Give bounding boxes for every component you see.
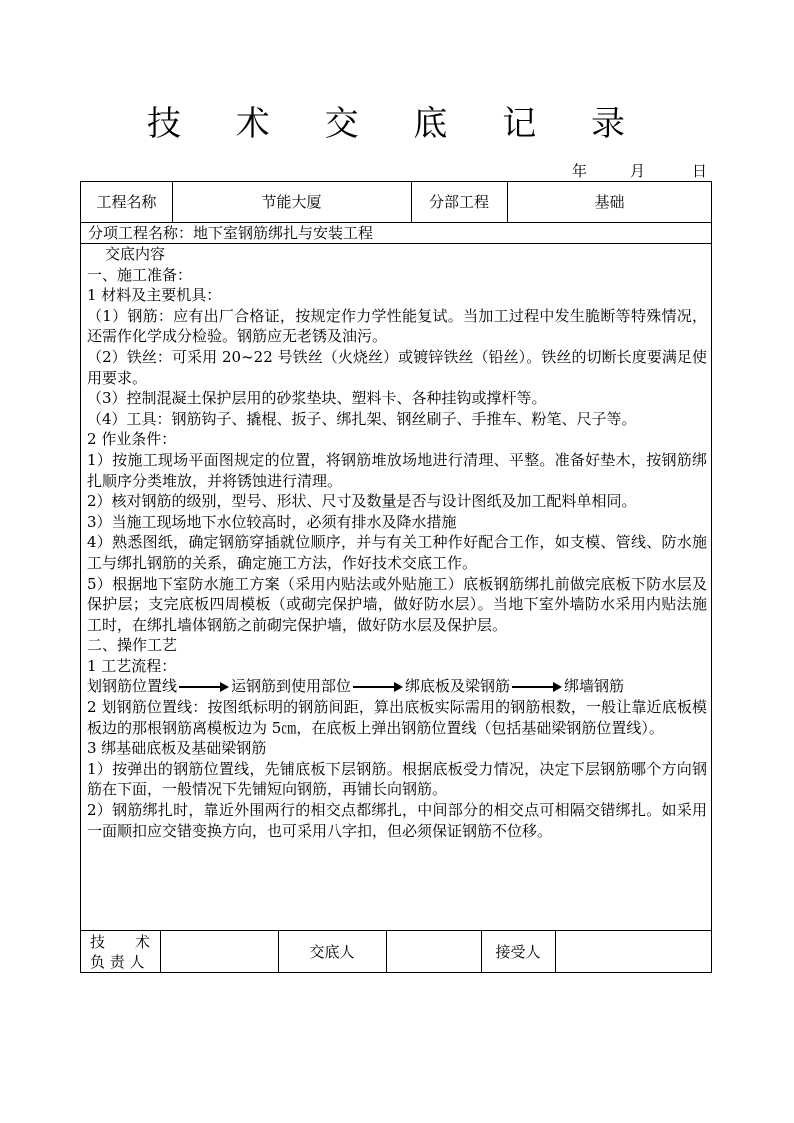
content-line: （2）铁丝：可采用 20~22 号铁丝（火烧丝）或镀锌铁丝（铅丝）。铁丝的切断长度要满足使用要求。	[87, 347, 707, 387]
date-year-label: 年	[572, 162, 588, 180]
content-line: （3）控制混凝土保护层用的砂浆垫块、塑料卡、各种挂钩或撑杆等。	[87, 389, 547, 408]
disclosure-content	[80, 244, 712, 841]
arrow-right-icon	[353, 682, 403, 692]
tech-lead-label-line1: 技 术	[90, 933, 151, 951]
table-rule	[555, 930, 556, 973]
document-title: 技 术 交 底 记 录	[146, 104, 648, 144]
handover-person-label: 交底人	[309, 942, 355, 961]
content-line: 2）钢筋绑扎时，靠近外围两行的相交点都绑扎，中间部分的相交点可相隔交错绑扎。如采用一面顺扣应交错变换方向，也可采用八字扣，但必须保证钢筋不位移。	[87, 801, 707, 840]
content-line: 1 工艺流程：	[87, 656, 177, 675]
content-line: 1）按弹出的钢筋位置线，先铺底板下层钢筋。根据底板受力情况，决定下层钢筋哪个方向钢筋在下面，一般情况下先铺短向钢筋，再铺长向钢筋。	[87, 759, 707, 799]
content-line: 一、施工准备：	[87, 265, 193, 284]
table-rule	[386, 930, 387, 973]
content-line: 4）熟悉图纸，确定钢筋穿插就位顺序，并与有关工种作好配合工作，如支模、管线、防水施工与绑扎钢筋的关系，确定施工方法，作好技术交底工作。	[87, 533, 707, 572]
arrow-right-icon	[179, 682, 229, 692]
date-row	[560, 160, 720, 180]
subitem-name: 分项工程名称：地下室钢筋绑扎与安装工程	[88, 223, 374, 242]
flow-step: 划钢筋位置线	[87, 677, 178, 696]
table-rule	[81, 930, 711, 931]
content-line: 2 划钢筋位置线：按图纸标明的钢筋间距，算出底板实际需用的钢筋根数，一般让靠近底板模板边的那根钢筋离模板边为 5㎝，在底板上弹出钢筋位置线（包括基础梁钢筋位置线）。	[87, 698, 707, 737]
date-day-label: 日	[692, 162, 708, 180]
content-line: 3）当施工现场地下水位较高时，必须有排水及降水措施	[87, 512, 457, 531]
content-line: 二、操作工艺	[87, 636, 178, 655]
tech-lead-label-line2: 负 责 人	[90, 953, 145, 971]
flow-step: 运钢筋到使用部位	[231, 677, 352, 696]
table-rule	[160, 930, 161, 973]
content-heading: 交底内容	[105, 245, 166, 263]
content-line: 2 作业条件：	[87, 430, 177, 449]
content-line: 2）核对钢筋的级别，型号、形状、尺寸及数量是否与设计图纸及加工配料单相同。	[87, 492, 637, 511]
receiver-label: 接受人	[495, 942, 541, 961]
date-month-label: 月	[630, 162, 646, 180]
project-name-label: 工程名称	[96, 193, 157, 211]
content-line: （4）工具：钢筋钩子、撬棍、扳子、绑扎架、钢丝刷子、手推车、粉笔、尺子等。	[87, 409, 637, 428]
division-label: 分部工程	[428, 193, 489, 211]
content-line: 3 绑基础底板及基础梁钢筋	[87, 739, 267, 758]
process-flow	[87, 676, 707, 697]
content-line: （1）钢筋：应有出厂合格证，按规定作力学性能复试。当加工过程中发生脆断等特殊情况，还需作化学成分检验。钢筋应无老锈及油污。	[87, 306, 707, 346]
content-line: 5）根据地下室防水施工方案（采用内贴法或外贴施工）底板钢筋绑扎前做完底板下防水层及保护层；支完底板四周模板（或砌完保护墙，做好防水层）。当地下室外墙防水采用内贴法施工时，在绑扎墙体钢筋之前砌完保护墙，做好防水层及保护层。	[87, 574, 707, 634]
flow-step: 绑墙钢筋	[564, 677, 625, 696]
content-line: 1 材料及主要机具：	[87, 286, 222, 305]
flow-step: 绑底板及梁钢筋	[405, 677, 511, 696]
division-value: 基础	[594, 193, 625, 211]
project-name-value: 节能大厦	[261, 193, 322, 211]
arrow-right-icon	[512, 682, 562, 692]
content-line: 1）按施工现场平面图规定的位置，将钢筋堆放场地进行清理、平整。准备好垫木，按钢筋绑扎顺序分类堆放，并将锈蚀进行清理。	[87, 450, 707, 490]
